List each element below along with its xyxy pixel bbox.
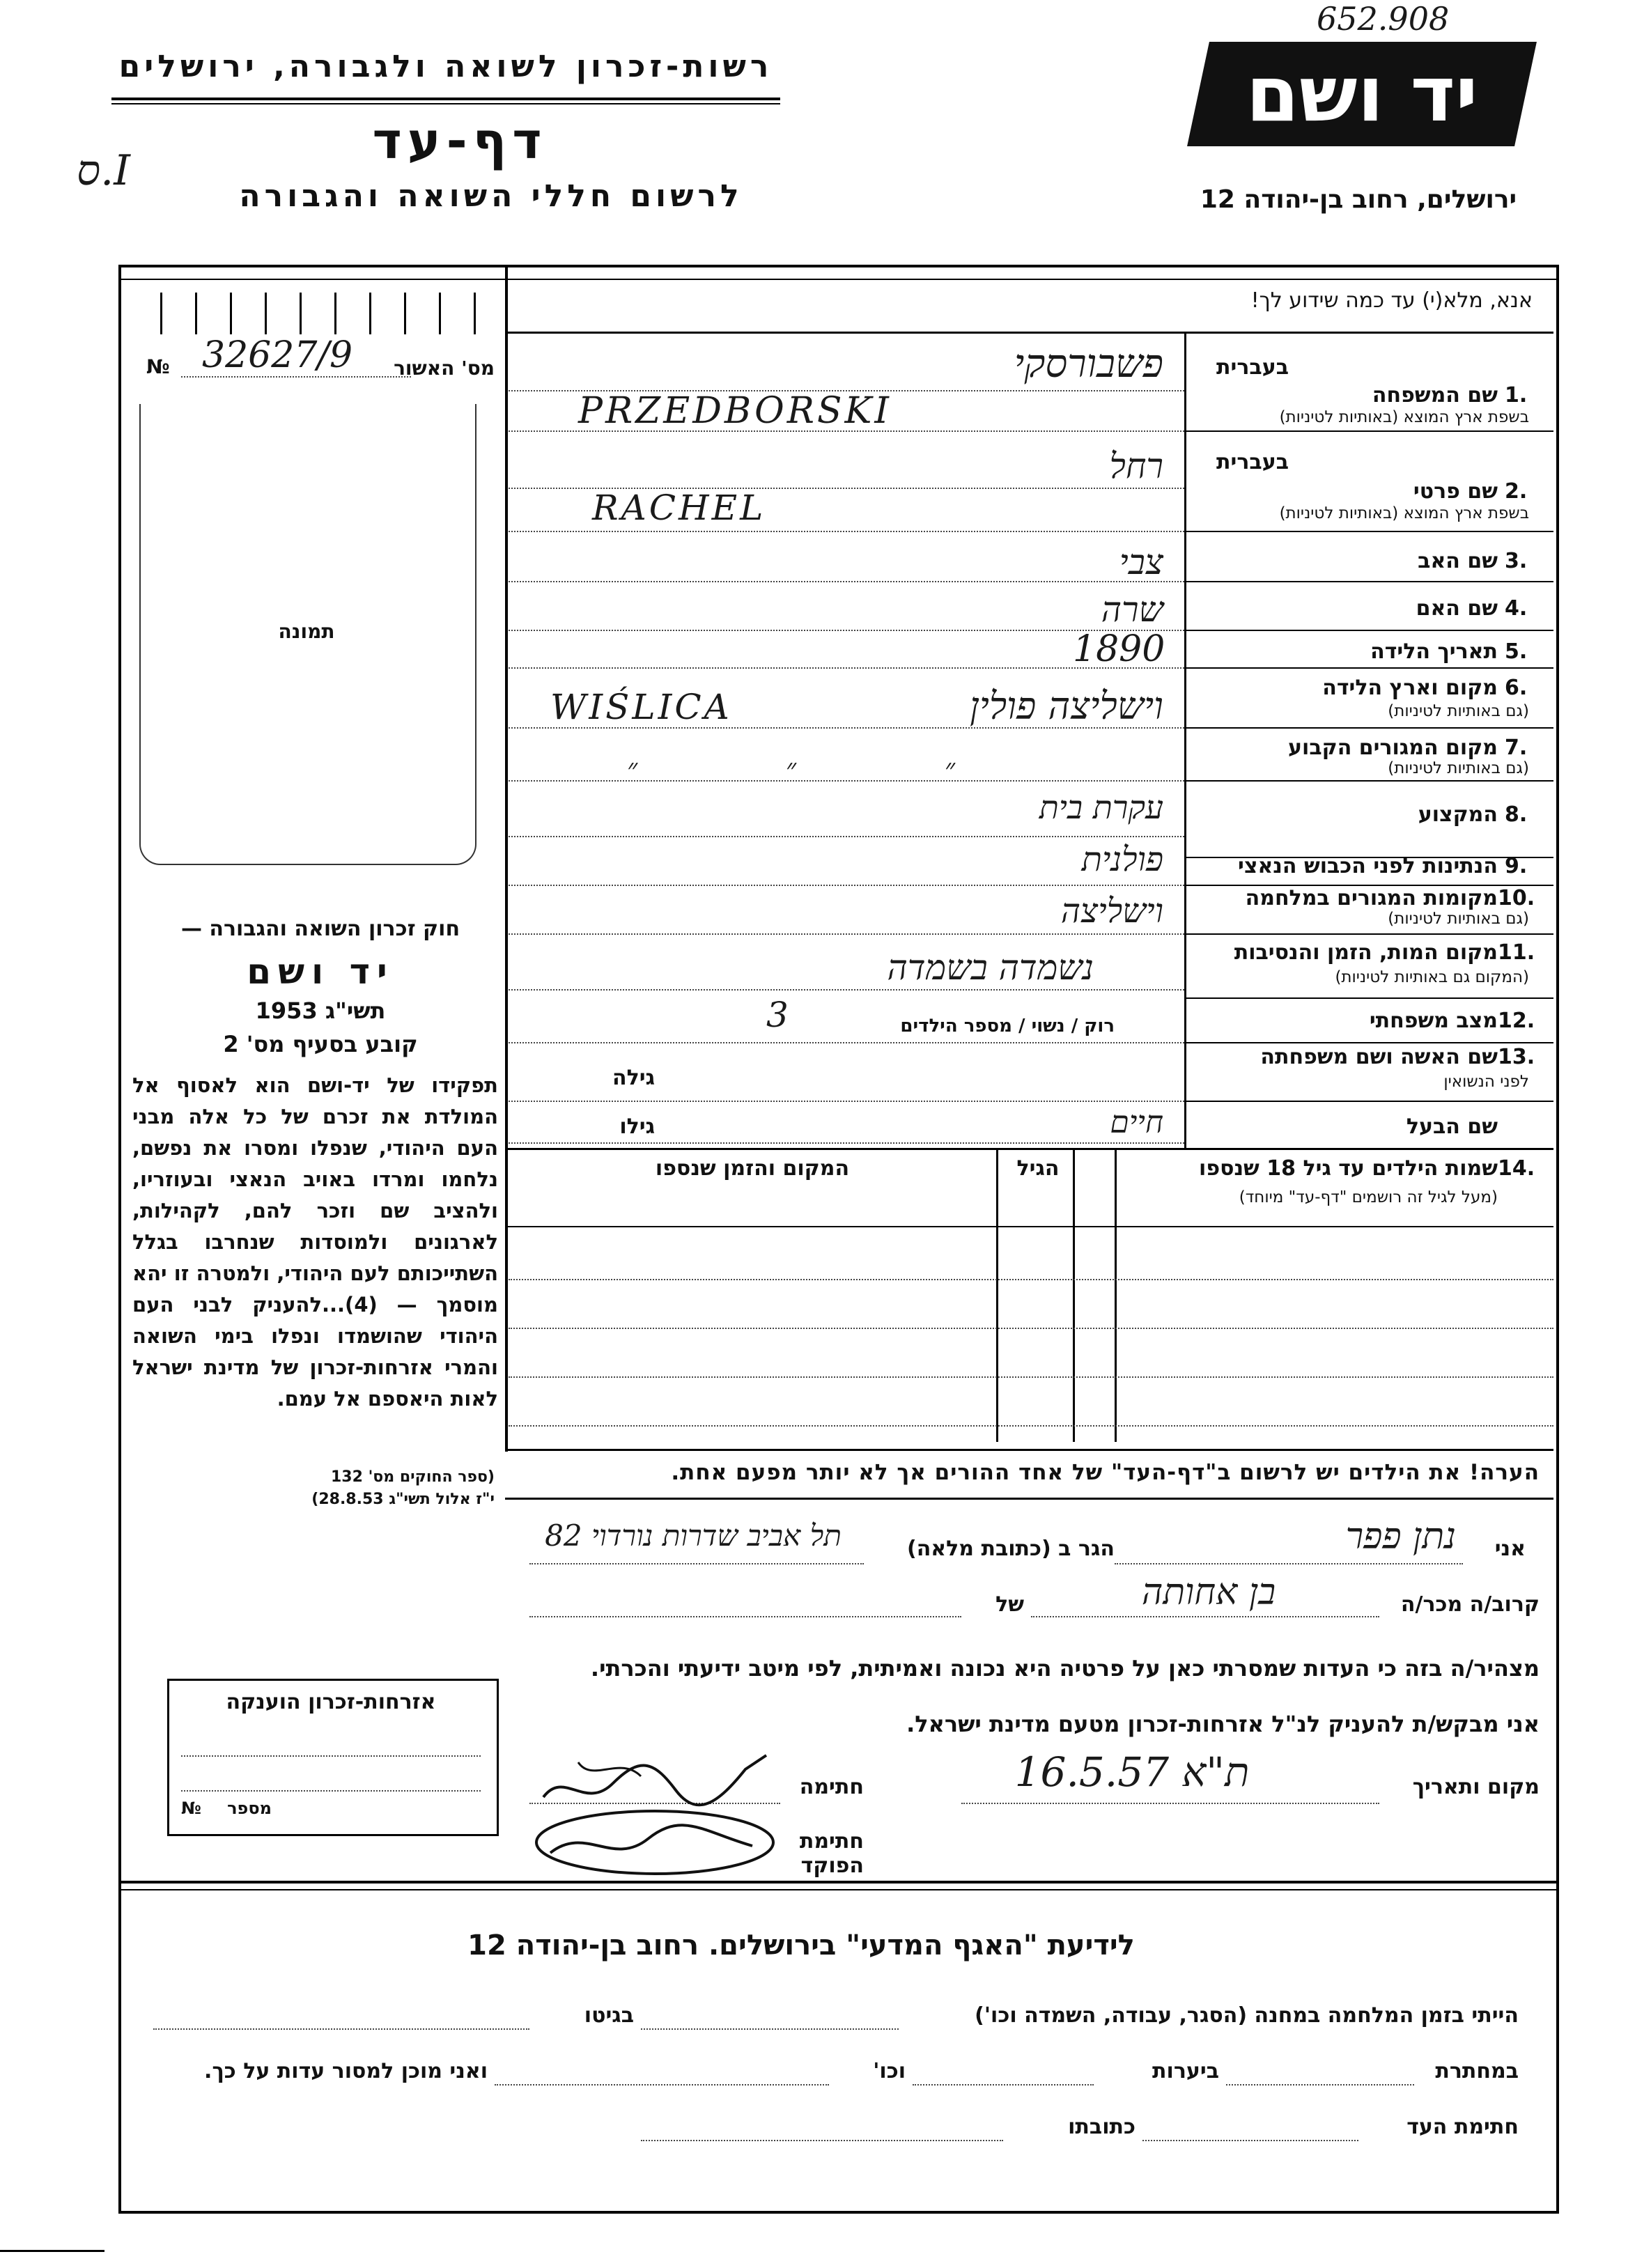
field-2-sub: בשפת ארץ המוצא (באותיות לטיניות) bbox=[1279, 504, 1529, 522]
field-11-value: נשמדה בשמדה bbox=[887, 947, 1094, 988]
intro-text: אנא, מלא(י) עד כמה שידוע לך! bbox=[1250, 288, 1533, 313]
law-year: תשי"ג 1953 bbox=[255, 997, 386, 1024]
footer-witness-signature-label: חתימת העד bbox=[1406, 2115, 1519, 2139]
certificate-number-label: מספר bbox=[227, 1799, 272, 1818]
field-2-num: 2. bbox=[1505, 479, 1528, 504]
field-8-value: עקרת בית bbox=[1039, 789, 1163, 826]
field-8-num: 8. bbox=[1505, 802, 1528, 827]
field-6-num: 6. bbox=[1505, 676, 1528, 700]
request: אני מבקש/ת להעניק לנ"ל אזרחות-זכרון מטעם מדינת ישראל. bbox=[906, 1711, 1540, 1737]
field-11-sub: (המקום גם באותיות לטיניות) bbox=[1335, 968, 1529, 986]
authority-line: רשות-זכרון לשואה ולגבורה, ירושלים bbox=[118, 49, 773, 84]
field-9-num: 9. bbox=[1505, 854, 1528, 878]
field-6-value-latin: WIŚLICA bbox=[550, 687, 732, 727]
law-name: יד ושם bbox=[247, 952, 394, 992]
address: ירושלים, רחוב בן-יהודה 12 bbox=[1200, 185, 1517, 214]
field-13-sub: לפני הנשואין bbox=[1443, 1073, 1529, 1091]
field-7-label: מקום המגורים הקבוע bbox=[1288, 736, 1498, 760]
field-1-hebrew-tag: בעברית bbox=[1216, 355, 1289, 380]
field-4-label: שם האם bbox=[1416, 596, 1498, 621]
field-7-value: ״ ״ ״ bbox=[627, 753, 956, 785]
margin-mark: I.ס bbox=[77, 146, 130, 195]
footer-forests-label: ביערות bbox=[1152, 2059, 1219, 2083]
field-1-label: שם המשפחה bbox=[1372, 383, 1498, 407]
field-11-num: 11. bbox=[1498, 940, 1535, 965]
witness-i-label: אני bbox=[1494, 1537, 1526, 1561]
field-2-value-hebrew: רחל bbox=[1109, 446, 1163, 486]
footer-etc-label: וכו' bbox=[873, 2059, 906, 2083]
age-header: הגיל bbox=[1016, 1156, 1060, 1181]
witness-address: תל אביב שדרות נורדוי 82 bbox=[545, 1519, 842, 1553]
place-date-value: ת"א 16.5.57 bbox=[1014, 1748, 1250, 1796]
of-label: של bbox=[995, 1592, 1024, 1617]
field-2-label: שם פרטי bbox=[1413, 479, 1498, 504]
signature-label: חתימה bbox=[799, 1775, 864, 1799]
field-13-age-label: גילה bbox=[612, 1066, 655, 1090]
field-13-label: שם האשה ושם משפחתה bbox=[1260, 1045, 1498, 1069]
yad-vashem-logo bbox=[1187, 42, 1537, 146]
approval-number: 32627/9 bbox=[202, 334, 353, 376]
field-14-num: 14. bbox=[1498, 1156, 1535, 1181]
field-12-options: רוק / נשוי / מספר הילדים bbox=[900, 1016, 1115, 1036]
field-11-label: מקום המות, הזמן והנסיבות bbox=[1234, 940, 1498, 965]
husband-label: שם הבעל bbox=[1406, 1114, 1498, 1139]
law-ref-2: י"ז אלול תשי"ג 28.8.53) bbox=[311, 1491, 495, 1508]
field-4-value: שרה bbox=[1101, 589, 1163, 630]
form-subtitle: לרשום חללי השואה והגבורה bbox=[239, 178, 743, 214]
declaration: מצהיר/ה בזה כי העדות שמסרתי כאן על פרטיה היא נכונה ואמיתית, לפי מיטב ידיעתי והכרתי. bbox=[590, 1655, 1540, 1681]
photo-label: תמונה bbox=[278, 620, 335, 643]
form-title: דף-עד bbox=[372, 111, 548, 170]
footer-ready-label: ואני מוכן למסור עדות על כך. bbox=[204, 2059, 488, 2083]
archive-number: 652.908 bbox=[1317, 0, 1450, 38]
official-signature-label: חתימת הפוקד bbox=[799, 1829, 864, 1878]
law-ref-1: (ספר החוקים מס' 132 bbox=[330, 1468, 495, 1486]
witness-resides-label: הגר ב (כתובת מלאה) bbox=[906, 1537, 1115, 1561]
approval-no-mark: № bbox=[146, 355, 170, 378]
field-3-num: 3. bbox=[1505, 549, 1528, 573]
law-text: תפקידו של יד-ושם הוא לאסוף אל המולדת את זכרם של כל אלה מבני העם היהודי, שנפלו ומסרו את נפשם, נלחמו ומרדו באויב הנאצי ובעוזריו, ולהציב שם וזכר להם, לקהילות, לארגונים ולמוסדות שנחרבו בגלל השתייכותם לעם היהודי, ולמטרה זו יהא מוסמך — (4)...להעניק לבני העם היהודי שהושמדו ונפלו בימי השואה והמרי אזרחות-זכרון של מדינת ישראל לאות היאספם אל עמם. bbox=[132, 1073, 498, 1411]
field-10-label: מקומות המגורים במלחמה bbox=[1245, 886, 1498, 910]
footer-camp-label: הייתי בזמן המלחמה במחנה (הסגר, עבודה, השמדה וכו') bbox=[975, 2003, 1519, 2028]
field-12-label: מצב משפחתי bbox=[1369, 1009, 1498, 1033]
law-section: קובע בסעיף מס' 2 bbox=[223, 1031, 418, 1057]
field-5-label: תאריך הלידה bbox=[1370, 639, 1498, 664]
footer-underground-label: במחתרת bbox=[1435, 2059, 1519, 2083]
place-header: המקום והזמן שנספו bbox=[655, 1156, 850, 1181]
witness-name: נתן פפר bbox=[1345, 1516, 1456, 1558]
footer-address-label: כתובתו bbox=[1068, 2115, 1135, 2139]
field-6-sub: (גם באותיות לטיניות) bbox=[1388, 702, 1529, 720]
field-10-value: וישליצה bbox=[1060, 892, 1163, 931]
field-10-num: 10. bbox=[1498, 886, 1535, 910]
field-2-hebrew-tag: בעברית bbox=[1216, 450, 1289, 474]
field-7-num: 7. bbox=[1505, 736, 1528, 760]
field-1-value-hebrew: פשבורסקי bbox=[1014, 341, 1163, 387]
field-13-num: 13. bbox=[1498, 1045, 1535, 1069]
relation-label: קרוב/ה מכר/ה bbox=[1400, 1592, 1540, 1617]
field-12-num: 12. bbox=[1498, 1009, 1535, 1033]
law-title: חוק זכרון השואה והגבורה — bbox=[180, 917, 460, 941]
field-6-label: מקום וארץ הלידה bbox=[1322, 676, 1498, 700]
footer-ghetto-label: בגיטו bbox=[584, 2003, 634, 2028]
certificate-no-mark: № bbox=[181, 1799, 201, 1818]
field-1-sub: בשפת ארץ המוצא (באותיות לטיניות) bbox=[1279, 408, 1529, 426]
approval-label: מס' האשור bbox=[394, 357, 495, 380]
relation-value: בן אחותה bbox=[1141, 1571, 1276, 1613]
certificate-title: אזרחות-זכרון הוענקה bbox=[226, 1690, 436, 1714]
field-5-value: 1890 bbox=[1073, 628, 1165, 670]
official-signature bbox=[529, 1804, 780, 1881]
footer-title: לידיעת "האגף המדעי" בירושלים. רחוב בן-יהודה 12 bbox=[467, 1929, 1135, 1962]
field-8-label: המקצוע bbox=[1418, 802, 1498, 827]
field-3-value: צבי bbox=[1119, 542, 1163, 582]
field-10-sub: (גם באותיות לטיניות) bbox=[1388, 910, 1529, 928]
field-5-num: 5. bbox=[1505, 639, 1528, 664]
field-7-sub: (גם באותיות לטיניות) bbox=[1388, 759, 1529, 777]
logo-text: יד ושם bbox=[1246, 49, 1478, 139]
field-14-sub: (מעל לגיל זה רושמים "דף-עד" מיוחד) bbox=[1239, 1188, 1498, 1206]
field-6-value-hebrew: וישליצה פולין bbox=[969, 684, 1163, 728]
field-4-num: 4. bbox=[1505, 596, 1528, 621]
field-12-value: 3 bbox=[766, 995, 789, 1035]
field-1-value-latin: PRZEDBORSKI bbox=[578, 390, 892, 432]
place-date-label: מקום ותאריך bbox=[1412, 1775, 1540, 1799]
husband-value: חיים bbox=[1110, 1105, 1163, 1140]
field-1-num: 1. bbox=[1505, 383, 1528, 407]
field-9-label: הנתינות לפני הכבוש הנאצי bbox=[1238, 854, 1498, 878]
husband-age-label: גילו bbox=[619, 1114, 655, 1139]
field-9-value: פולנית bbox=[1081, 840, 1163, 879]
field-2-value-latin: RACHEL bbox=[592, 488, 766, 528]
field-3-label: שם האב bbox=[1418, 549, 1498, 573]
scan-mark bbox=[0, 2250, 104, 2252]
field-14-label: שמות הילדים עד גיל 18 שנספו bbox=[1199, 1156, 1498, 1181]
note: הערה! את הילדים יש לרשום ב"דף-העד" של אחד ההורים אך לא יותר מפעם אחת. bbox=[671, 1460, 1540, 1485]
